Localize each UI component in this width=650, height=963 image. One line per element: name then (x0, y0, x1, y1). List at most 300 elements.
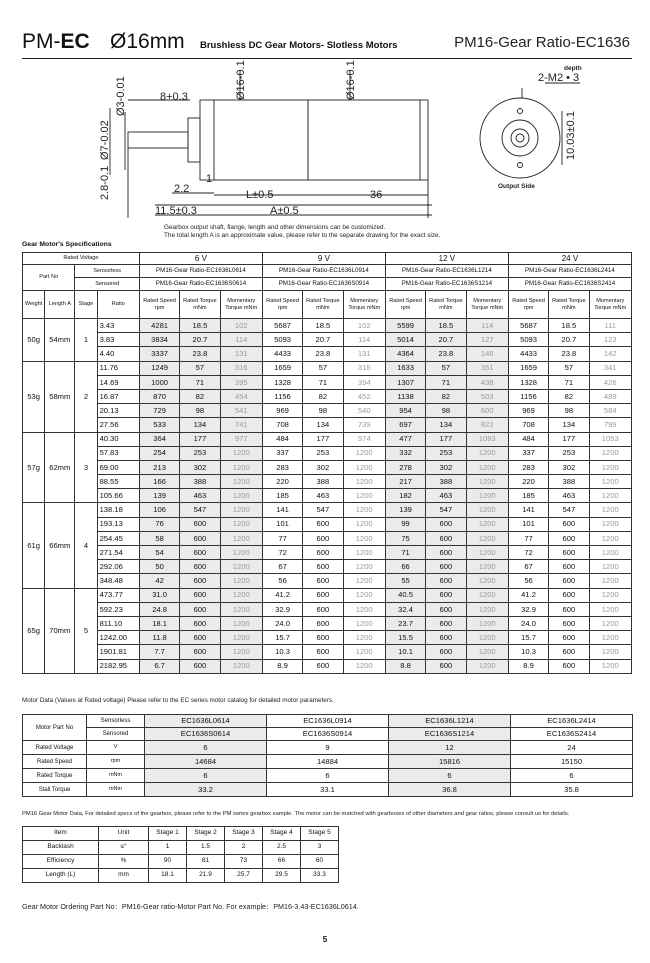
momentary-cell: 1200 (589, 588, 631, 602)
spec-row (23, 375, 632, 389)
dim-22: 2.2 (174, 183, 190, 195)
spec-row (23, 588, 632, 602)
momentary-cell: 1200 (589, 645, 631, 659)
torque-cell: 82 (303, 389, 343, 403)
motor-row-value: 6 (145, 769, 267, 783)
momentary-cell: 1200 (343, 602, 385, 616)
torque-cell: 600 (303, 602, 343, 616)
motor-sensored-value: EC1636S2414 (511, 728, 633, 741)
speed-cell: 54 (139, 546, 179, 560)
momentary-cell: 1200 (466, 602, 508, 616)
momentary-cell: 1200 (589, 560, 631, 574)
spec-row (23, 546, 632, 560)
torque-cell: 600 (549, 616, 589, 630)
rated-speed-header: Rated Speed rpm (139, 291, 179, 319)
speed-cell: 10.3 (508, 645, 548, 659)
dim-shaft-len: 8+0.3 (160, 91, 188, 103)
speed-cell: 3337 (139, 347, 179, 361)
speed-cell: 56 (508, 574, 548, 588)
momentary-torque-header: Momentary Torque mNm (220, 291, 262, 319)
momentary-cell: 1200 (466, 546, 508, 560)
speed-cell: 1328 (262, 375, 302, 389)
momentary-cell: 1200 (343, 460, 385, 474)
torque-cell: 98 (549, 404, 589, 418)
drawing-note-2: The total length A is an approximate value, please refer to the separate drawing for the exact size. (164, 232, 441, 239)
sensorless-part-no: PM16-Gear Ratio-EC1636L0914 (262, 265, 385, 278)
motor-row-value: 36.8 (389, 783, 511, 797)
momentary-cell: 1200 (220, 659, 262, 673)
torque-cell: 57 (303, 361, 343, 375)
speed-cell: 15.7 (508, 631, 548, 645)
speed-cell: 954 (385, 404, 425, 418)
speed-cell: 8.9 (508, 659, 548, 673)
speed-cell: 32.4 (385, 602, 425, 616)
torque-cell: 57 (180, 361, 220, 375)
momentary-cell: 316 (220, 361, 262, 375)
momentary-cell: 541 (220, 404, 262, 418)
weight-cell: 57g (23, 432, 45, 503)
momentary-torque-header: Momentary Torque mNm (343, 291, 385, 319)
motor-row-value: 14884 (267, 755, 389, 769)
torque-cell: 463 (549, 489, 589, 503)
torque-cell: 600 (549, 574, 589, 588)
dim-A: A±0.5 (270, 205, 299, 217)
motor-row-value: 9 (267, 741, 389, 755)
speed-cell: 72 (262, 546, 302, 560)
page-header (22, 30, 632, 59)
stage-data-cell: 18.1 (149, 869, 187, 883)
momentary-cell: 584 (589, 404, 631, 418)
speed-cell: 5093 (508, 333, 548, 347)
torque-cell: 177 (303, 432, 343, 446)
torque-cell: 253 (303, 446, 343, 460)
length-header: Length A (45, 291, 75, 319)
speed-cell: 337 (508, 446, 548, 460)
motor-row-value: 14684 (145, 755, 267, 769)
speed-cell: 4433 (262, 347, 302, 361)
torque-cell: 20.7 (303, 333, 343, 347)
stage-cell: 2 (75, 361, 97, 432)
spec-row (23, 616, 632, 630)
dim-36: 36 (370, 189, 383, 201)
speed-cell: 71 (385, 546, 425, 560)
torque-cell: 71 (426, 375, 466, 389)
torque-cell: 57 (549, 361, 589, 375)
speed-cell: 76 (139, 517, 179, 531)
ratio-cell: 14.69 (97, 375, 139, 389)
speed-cell: 18.1 (139, 616, 179, 630)
stage-cell: 4 (75, 503, 97, 588)
ratio-cell: 16.87 (97, 389, 139, 403)
speed-cell: 5093 (262, 333, 302, 347)
speed-cell: 332 (385, 446, 425, 460)
ratio-cell: 27.56 (97, 418, 139, 432)
torque-cell: 600 (549, 645, 589, 659)
torque-cell: 600 (303, 631, 343, 645)
dim-flat: 2.8-0.1 (99, 165, 111, 200)
stage-data-cell: 2 (225, 841, 263, 855)
momentary-cell: 114 (343, 333, 385, 347)
spec-row (23, 404, 632, 418)
spec-row (23, 517, 632, 531)
torque-cell: 600 (180, 616, 220, 630)
torque-cell: 600 (426, 602, 466, 616)
length-cell: 70mm (45, 588, 75, 673)
momentary-cell: 1200 (220, 645, 262, 659)
motor-row-unit: V (87, 741, 145, 755)
sensorless-label: Sensorless (75, 265, 140, 278)
momentary-cell: 741 (220, 418, 262, 432)
motor-row-label: Rated Torque (23, 769, 87, 783)
stage-header-cell: Stage 2 (187, 827, 225, 841)
momentary-cell: 1200 (466, 574, 508, 588)
momentary-cell: 600 (466, 404, 508, 418)
ratio-cell: 40.30 (97, 432, 139, 446)
momentary-cell: 114 (466, 319, 508, 333)
spec-row (23, 503, 632, 517)
momentary-cell: 1200 (589, 631, 631, 645)
momentary-cell: 1200 (589, 517, 631, 531)
torque-cell: 600 (549, 517, 589, 531)
speed-cell: 77 (508, 531, 548, 545)
momentary-cell: 394 (343, 375, 385, 389)
torque-cell: 23.8 (180, 347, 220, 361)
speed-cell: 72 (508, 546, 548, 560)
weight-cell: 61g (23, 503, 45, 588)
torque-cell: 547 (426, 503, 466, 517)
speed-cell: 185 (508, 489, 548, 503)
dim-L: L±0.5 (246, 189, 274, 201)
torque-cell: 23.8 (426, 347, 466, 361)
ratio-cell: 138.18 (97, 503, 139, 517)
torque-cell: 600 (303, 588, 343, 602)
ratio-cell: 3.83 (97, 333, 139, 347)
speed-cell: 31.0 (139, 588, 179, 602)
torque-cell: 600 (180, 602, 220, 616)
spec-row (23, 560, 632, 574)
torque-cell: 302 (549, 460, 589, 474)
torque-cell: 547 (549, 503, 589, 517)
speed-cell: 708 (262, 418, 302, 432)
momentary-cell: 1200 (466, 616, 508, 630)
length-cell: 58mm (45, 361, 75, 432)
speed-cell: 41.2 (508, 588, 548, 602)
stage-data-cell: 66 (263, 855, 301, 869)
momentary-cell: 1200 (220, 475, 262, 489)
diameter-title: Ø16mm (110, 30, 185, 53)
speed-cell: 708 (508, 418, 548, 432)
momentary-cell: 315 (343, 361, 385, 375)
momentary-cell: 1200 (466, 489, 508, 503)
momentary-cell: 1200 (589, 602, 631, 616)
speed-cell: 75 (385, 531, 425, 545)
speed-cell: 50 (139, 560, 179, 574)
speed-cell: 24.8 (139, 602, 179, 616)
torque-cell: 71 (303, 375, 343, 389)
speed-cell: 283 (262, 460, 302, 474)
momentary-cell: 1200 (466, 531, 508, 545)
torque-cell: 98 (180, 404, 220, 418)
speed-cell: 533 (139, 418, 179, 432)
weight-cell: 53g (23, 361, 45, 432)
speed-cell: 337 (262, 446, 302, 460)
torque-cell: 253 (180, 446, 220, 460)
ratio-cell: 11.76 (97, 361, 139, 375)
torque-cell: 177 (180, 432, 220, 446)
speed-cell: 477 (385, 432, 425, 446)
model-title: PM16-Gear Ratio-EC1636 (454, 34, 630, 51)
speed-cell: 15.7 (262, 631, 302, 645)
stage-header-cell: Item (23, 827, 99, 841)
momentary-cell: 1200 (343, 645, 385, 659)
motor-row-value: 33.1 (267, 783, 389, 797)
momentary-cell: 1200 (220, 546, 262, 560)
speed-cell: 11.8 (139, 631, 179, 645)
spec-row (23, 432, 632, 446)
spec-row (23, 475, 632, 489)
speed-cell: 8.8 (385, 659, 425, 673)
torque-cell: 388 (303, 475, 343, 489)
speed-cell: 1307 (385, 375, 425, 389)
motor-data-row (23, 769, 633, 783)
speed-cell: 220 (262, 475, 302, 489)
spec-table (22, 252, 632, 674)
spec-row (23, 631, 632, 645)
momentary-cell: 1200 (589, 503, 631, 517)
momentary-cell: 131 (343, 347, 385, 361)
torque-cell: 134 (180, 418, 220, 432)
speed-cell: 182 (385, 489, 425, 503)
rated-torque-header: Rated Torque mNm (426, 291, 466, 319)
torque-cell: 71 (180, 375, 220, 389)
momentary-cell: 1200 (343, 560, 385, 574)
stage-header-cell: Stage 5 (301, 827, 339, 841)
momentary-cell: 114 (220, 333, 262, 347)
torque-cell: 600 (549, 602, 589, 616)
speed-cell: 40.5 (385, 588, 425, 602)
motor-part-no-label: Motor Part No (23, 715, 87, 741)
motor-sensored-label: Sensored (87, 728, 145, 741)
ratio-cell: 20.13 (97, 404, 139, 418)
momentary-cell: 1200 (220, 616, 262, 630)
ratio-cell: 254.45 (97, 531, 139, 545)
dim-d7: Ø7-0.02 (99, 120, 111, 160)
motor-sensored-value: EC1636S1214 (389, 728, 511, 741)
stage-cell: 1 (75, 319, 97, 362)
motor-sensored-value: EC1636S0614 (145, 728, 267, 741)
momentary-cell: 1200 (589, 574, 631, 588)
momentary-cell: 1200 (466, 659, 508, 673)
momentary-cell: 974 (343, 432, 385, 446)
spec-row (23, 574, 632, 588)
stage-data-cell: 81 (187, 855, 225, 869)
momentary-cell: 1200 (589, 659, 631, 673)
momentary-cell: 1200 (343, 531, 385, 545)
stage-table-body (23, 827, 339, 883)
momentary-cell: 438 (466, 375, 508, 389)
torque-cell: 600 (549, 631, 589, 645)
momentary-cell: 102 (220, 319, 262, 333)
speed-cell: 1328 (508, 375, 548, 389)
torque-cell: 600 (180, 560, 220, 574)
motor-row-unit: mNm (87, 783, 145, 797)
torque-cell: 388 (426, 475, 466, 489)
voltage-header: 9 V (262, 253, 385, 265)
stage-cell: 5 (75, 588, 97, 673)
spec-row (23, 531, 632, 545)
ratio-cell: 88.55 (97, 475, 139, 489)
momentary-cell: 489 (589, 389, 631, 403)
momentary-cell: 1200 (343, 631, 385, 645)
speed-cell: 5014 (385, 333, 425, 347)
momentary-cell: 540 (343, 404, 385, 418)
speed-cell: 10.1 (385, 645, 425, 659)
speed-cell: 729 (139, 404, 179, 418)
sensored-row (23, 278, 632, 291)
speed-cell: 67 (262, 560, 302, 574)
speed-cell: 5599 (385, 319, 425, 333)
stage-data-cell: Length (L) (23, 869, 99, 883)
momentary-cell: 1200 (220, 489, 262, 503)
spec-row (23, 333, 632, 347)
momentary-cell: 1200 (466, 517, 508, 531)
speed-cell: 1000 (139, 375, 179, 389)
momentary-cell: 1200 (343, 475, 385, 489)
motor-data-table (22, 714, 633, 797)
stage-header-cell: Stage 4 (263, 827, 301, 841)
torque-cell: 20.7 (180, 333, 220, 347)
voltage-header: 24 V (508, 253, 631, 265)
speed-cell: 4433 (508, 347, 548, 361)
torque-cell: 98 (426, 404, 466, 418)
speed-cell: 283 (508, 460, 548, 474)
motor-sensored-value: EC1636S0914 (267, 728, 389, 741)
speed-cell: 1659 (508, 361, 548, 375)
motor-row-value: 6 (145, 741, 267, 755)
torque-cell: 18.5 (303, 319, 343, 333)
stage-data-cell: 73 (225, 855, 263, 869)
ratio-cell: 348.48 (97, 574, 139, 588)
stage-data-row (23, 841, 339, 855)
torque-cell: 600 (303, 574, 343, 588)
torque-cell: 177 (549, 432, 589, 446)
stage-table (22, 826, 339, 883)
torque-cell: 600 (180, 645, 220, 659)
momentary-cell: 739 (343, 418, 385, 432)
speed-cell: 1156 (508, 389, 548, 403)
length-cell: 66mm (45, 503, 75, 588)
spec-section-title: Gear Motor's Specifications (22, 241, 112, 248)
motor-row-value: 12 (389, 741, 511, 755)
speed-cell: 141 (508, 503, 548, 517)
momentary-cell: 1200 (220, 574, 262, 588)
momentary-cell: 1200 (343, 616, 385, 630)
stage-data-cell: 1.5 (187, 841, 225, 855)
speed-cell: 484 (508, 432, 548, 446)
torque-cell: 600 (426, 631, 466, 645)
motor-sensorless-value: EC1636L2414 (511, 715, 633, 728)
rated-torque-header: Rated Torque mNm (180, 291, 220, 319)
stage-cell: 3 (75, 432, 97, 503)
sensorless-row (23, 265, 632, 278)
torque-cell: 600 (303, 531, 343, 545)
gear-note: PM16 Gear Motor Data, For detailed specs of the gearbox, please refer to the PM series gearbox sample. The motor can be matched with gearboxes of other diameters and gear ratios, please consult us for details. (22, 811, 570, 817)
stage-header-cell: Stage 1 (149, 827, 187, 841)
spec-row (23, 319, 632, 333)
speed-cell: 1633 (385, 361, 425, 375)
stage-header-cell: Unit (99, 827, 149, 841)
motor-row-value: 35.8 (511, 783, 633, 797)
torque-cell: 600 (426, 588, 466, 602)
torque-cell: 600 (426, 616, 466, 630)
spec-row (23, 645, 632, 659)
torque-cell: 600 (180, 574, 220, 588)
torque-cell: 600 (426, 560, 466, 574)
torque-cell: 134 (549, 418, 589, 432)
rated-voltage-label: Rated Voltage (23, 253, 140, 265)
momentary-cell: 1200 (589, 489, 631, 503)
weight-cell: 50g (23, 319, 45, 362)
speed-cell: 484 (262, 432, 302, 446)
speed-cell: 58 (139, 531, 179, 545)
momentary-torque-header: Momentary Torque mNm (466, 291, 508, 319)
speed-cell: 101 (262, 517, 302, 531)
torque-cell: 302 (426, 460, 466, 474)
ratio-cell: 592.23 (97, 602, 139, 616)
column-header-row (23, 291, 632, 319)
torque-cell: 463 (303, 489, 343, 503)
spec-row (23, 460, 632, 474)
torque-cell: 600 (549, 546, 589, 560)
stage-data-cell: 60 (301, 855, 339, 869)
ratio-cell: 69.00 (97, 460, 139, 474)
speed-cell: 5687 (508, 319, 548, 333)
torque-cell: 600 (180, 659, 220, 673)
momentary-cell: 1200 (220, 503, 262, 517)
speed-cell: 364 (139, 432, 179, 446)
momentary-cell: 1200 (589, 446, 631, 460)
weight-cell: 65g (23, 588, 45, 673)
momentary-cell: 1200 (220, 531, 262, 545)
torque-cell: 177 (426, 432, 466, 446)
speed-cell: 6.7 (139, 659, 179, 673)
torque-cell: 600 (426, 531, 466, 545)
torque-cell: 134 (426, 418, 466, 432)
ratio-cell: 3.43 (97, 319, 139, 333)
spec-row (23, 446, 632, 460)
torque-cell: 463 (180, 489, 220, 503)
momentary-cell: 454 (220, 389, 262, 403)
motor-sensorless-value: EC1636L0914 (267, 715, 389, 728)
voltage-header: 6 V (139, 253, 262, 265)
motor-sensored-row (23, 728, 633, 741)
sensored-part-no: PM16-Gear Ratio-EC1636S2414 (508, 278, 631, 291)
stage-data-row (23, 855, 339, 869)
motor-row-unit: rpm (87, 755, 145, 769)
torque-cell: 600 (426, 659, 466, 673)
stage-data-cell: Efficiency (23, 855, 99, 869)
ratio-cell: 1901.81 (97, 645, 139, 659)
drawing-note-1: Gearbox output shaft, flange, length and other dimensions can be customized. (164, 224, 386, 231)
motor-row-value: 15150 (511, 755, 633, 769)
momentary-cell: 127 (466, 333, 508, 347)
sensored-part-no: PM16-Gear Ratio-EC1636S0914 (262, 278, 385, 291)
torque-cell: 600 (426, 574, 466, 588)
motor-row-value: 6 (389, 769, 511, 783)
momentary-cell: 146 (466, 347, 508, 361)
torque-cell: 600 (180, 517, 220, 531)
ratio-cell: 811.10 (97, 616, 139, 630)
